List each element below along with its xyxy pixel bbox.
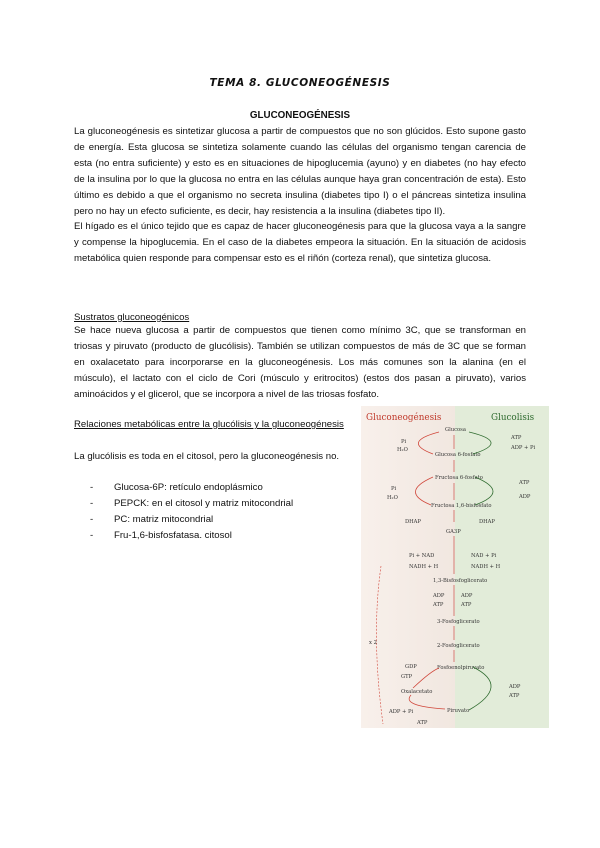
label-dhap-right: DHAP xyxy=(479,519,495,525)
label-pi-1: Pi xyxy=(401,439,407,445)
label-adp-1: ADP + Pi xyxy=(511,445,536,451)
label-h2o-2: H₂O xyxy=(387,495,398,501)
label-pi-nad-right: NAD + Pi xyxy=(471,553,497,559)
label-adp-left: ADP xyxy=(433,593,445,599)
label-pep: Fosfoenolpiruvato xyxy=(437,665,485,671)
label-adp-pk: ADP xyxy=(509,684,521,690)
relations-intro: La glucólisis es toda en el citosol, pero la gluconeogénesis no. xyxy=(74,451,340,462)
label-2pg: 2-Fosfoglicerato xyxy=(437,643,480,649)
label-pi-nad-left: Pi + NAD xyxy=(409,553,435,559)
label-adp-right: ADP xyxy=(461,593,473,599)
label-g6p: Glucosa 6-fosfato xyxy=(435,452,481,458)
relations-heading: Relaciones metabólicas entre la glucólisis y la gluconeogénesis xyxy=(74,419,344,430)
label-ga3p: GA3P xyxy=(446,529,461,535)
label-gdp: GDP xyxy=(405,664,417,670)
substrates-heading: Sustratos gluconeogénicos xyxy=(74,312,190,323)
section-title: GLUCONEOGÉNESIS xyxy=(249,110,351,121)
label-nadh-right: NADH + H xyxy=(471,564,501,570)
location-list xyxy=(90,480,293,544)
list-item: - PEPCK: en el citosol y matriz mitocondrial xyxy=(90,496,293,512)
substrates-text xyxy=(74,323,526,403)
list-item: - Fru-1,6-bisfosfatasa. citosol xyxy=(90,528,293,544)
gluconeogenesis-title: Gluconeogénesis xyxy=(366,413,442,423)
label-adp-2: ADP xyxy=(519,494,531,500)
label-pi-2: Pi xyxy=(391,486,397,492)
list-item: - Glucosa-6P: retículo endoplásmico xyxy=(90,480,293,496)
label-atp-1: ATP xyxy=(511,435,522,441)
intro-text xyxy=(74,124,526,267)
glycolysis-title: Glucolisis xyxy=(491,413,535,423)
label-f16bp: Fructosa 1,6-bisfosfato xyxy=(431,503,492,509)
substrates-paragraph: Se hace nueva glucosa a partir de compuestos que tienen como mínimo 3C, que se transforman en triosas y piruvato (producto de glucólisis). También se utilizan compuestos de más de 3C que se forman en oxalacetato para incorporarse en la gluconeogénesis. Los más comunes son la alanina (en el músculo), el lactato con el ciclo de Cori (músculo y eritrocitos) (estos dos pasan a piruvato), varios aminoácidos y el glicerol, que se incorpora a nivel de las triosas fosfato. xyxy=(74,325,526,400)
intro-paragraph-2: El hígado es el único tejido que es capaz de hacer gluconeogénesis para que la glucosa vaya a la sangre y compense la hipoglucemia. En el caso de la diabetes empeora la situación. En la situación de acidosis metabólica quien responde para compensar esto es el riñón (corteza renal), que sintetiza glucosa. xyxy=(74,221,526,265)
label-atp-left: ATP xyxy=(433,602,444,608)
label-nadh-left: NADH + H xyxy=(409,564,439,570)
label-atp-pc: ATP xyxy=(417,720,428,726)
label-oxaloacetate: Oxalacetato xyxy=(401,689,433,695)
intro-paragraph-1: La gluconeogénesis es sintetizar glucosa a partir de compuestos que no son glúcidos. Esto supone gasto de energía. Esta glucosa se sintetiza solamente cuando las células del organismo tengan carencia de esta (no entra suficiente) y esto es en situaciones de hipoglucemia (ayuno) y en diabetes (no hay efecto de la insulina por lo que la glucosa no entra en las células aunque haya gran concentración de esta). Esto último es debido a que el organismo no secreta insulina (diabetes tipo I) o el páncreas sintetiza insulina pero no hay un efecto suficiente, es decir, hay resistencia a la insulina (diabetes tipo II). xyxy=(74,126,526,217)
label-adp-pi: ADP + Pi xyxy=(389,709,414,715)
label-x2: x 2 xyxy=(369,640,377,646)
label-glucose: Glucosa xyxy=(445,427,466,433)
label-dhap-left: DHAP xyxy=(405,519,421,525)
label-pyruvate: Piruvato xyxy=(447,708,470,714)
label-h2o-1: H₂O xyxy=(397,447,408,453)
glycolysis-gluconeogenesis-diagram xyxy=(361,406,549,728)
page-title: TEMA 8. GLUCONEOGÉNESIS xyxy=(209,77,391,89)
label-atp-right: ATP xyxy=(461,602,472,608)
label-bpg: 1,3-Bisfosfoglicerato xyxy=(433,578,488,584)
label-f6p: Fructosa 6-fosfato xyxy=(435,475,483,481)
list-item: - PC: matriz mitocondrial xyxy=(90,512,293,528)
label-atp-pk: ATP xyxy=(509,693,520,699)
label-3pg: 3-Fosfoglicerato xyxy=(437,619,480,625)
label-gtp: GTP xyxy=(401,674,413,680)
label-atp-2: ATP xyxy=(519,480,530,486)
